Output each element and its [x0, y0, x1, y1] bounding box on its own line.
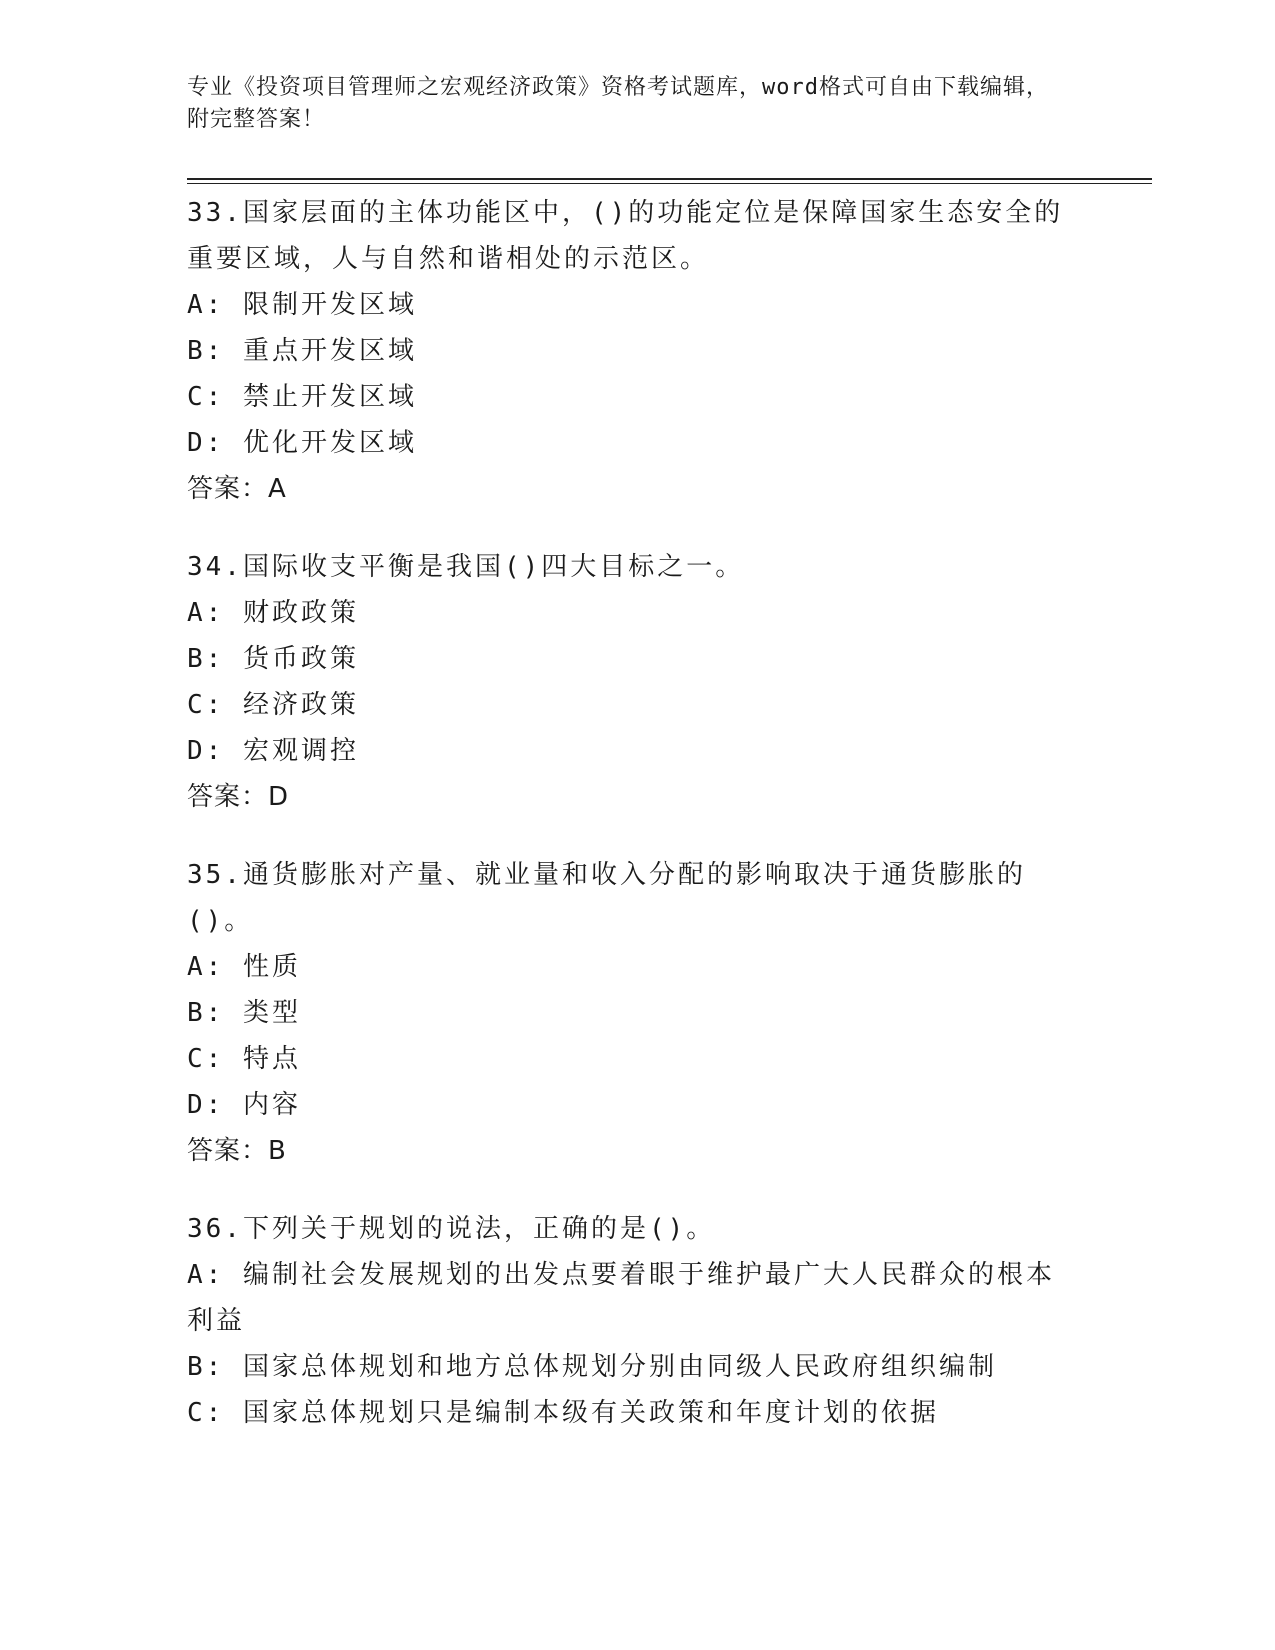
option-b: B: 国家总体规划和地方总体规划分别由同级人民政府组织编制 [187, 1352, 997, 1382]
option-b: B: 货币政策 [187, 644, 359, 674]
answer-line: 答案：A [187, 474, 287, 504]
option-b: B: 重点开发区域 [187, 336, 417, 366]
header-divider-thick [187, 178, 1152, 180]
option-a: A: 编制社会发展规划的出发点要着眼于维护最广大人民群众的根本利益 [187, 1260, 1055, 1336]
question-35 [187, 852, 1077, 1174]
question-34 [187, 544, 1077, 820]
option-d: D: 优化开发区域 [187, 428, 417, 458]
answer-line: 答案：D [187, 782, 290, 812]
option-c: C: 国家总体规划只是编制本级有关政策和年度计划的依据 [187, 1398, 939, 1428]
answer-line: 答案：B [187, 1136, 287, 1166]
option-d: D: 内容 [187, 1090, 301, 1120]
option-a: A: 财政政策 [187, 598, 359, 628]
header-divider-thin [187, 183, 1152, 184]
option-b: B: 类型 [187, 998, 301, 1028]
document-header: 专业《投资项目管理师之宏观经济政策》资格考试题库，word格式可自由下载编辑，附完整答案！ [187, 75, 1049, 132]
question-stem: 34.国际收支平衡是我国()四大目标之一。 [187, 552, 745, 582]
question-list [187, 190, 1077, 1468]
option-a: A: 限制开发区域 [187, 290, 417, 320]
question-stem: 35.通货膨胀对产量、就业量和收入分配的影响取决于通货膨胀的()。 [187, 860, 1026, 936]
question-33 [187, 190, 1077, 512]
option-c: C: 禁止开发区域 [187, 382, 417, 412]
option-c: C: 经济政策 [187, 690, 359, 720]
question-stem: 36.下列关于规划的说法，正确的是()。 [187, 1214, 716, 1244]
option-d: D: 宏观调控 [187, 736, 359, 766]
option-c: C: 特点 [187, 1044, 301, 1074]
question-36 [187, 1206, 1077, 1436]
question-stem: 33.国家层面的主体功能区中，()的功能定位是保障国家生态安全的重要区域，人与自然和谐相处的示范区。 [187, 198, 1064, 274]
option-a: A: 性质 [187, 952, 301, 982]
